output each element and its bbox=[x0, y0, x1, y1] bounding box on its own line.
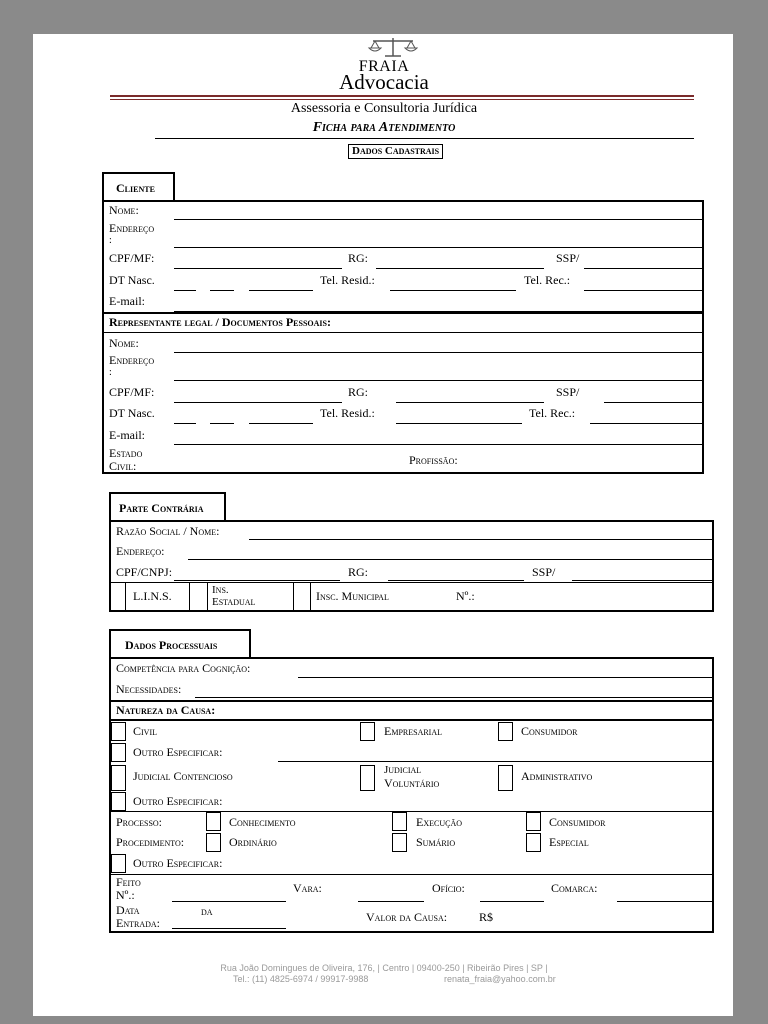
representante-heading: Representante legal / Documentos Pessoais: bbox=[109, 315, 331, 329]
judicial-label: Judicial bbox=[384, 764, 422, 776]
divider bbox=[109, 719, 714, 721]
parte-endereco-label: Endereço: bbox=[116, 544, 165, 558]
consumidor2-checkbox[interactable] bbox=[526, 812, 541, 831]
comarca-field[interactable] bbox=[617, 901, 712, 902]
outro2-label: Outro Especificar: bbox=[133, 794, 223, 808]
ins-estadual-checkbox[interactable] bbox=[207, 582, 208, 610]
cliente-rg-field[interactable] bbox=[376, 268, 544, 269]
parte-razao-label: Razão Social / Nome: bbox=[116, 524, 220, 538]
rep-civil-label: Civil: bbox=[109, 459, 137, 473]
proc-natureza-heading: Natureza da Causa: bbox=[116, 703, 216, 717]
rep-dtnasc-month[interactable] bbox=[210, 423, 234, 424]
rep-email-label: E-mail: bbox=[109, 428, 145, 442]
rep-telrec-label: Tel. Rec.: bbox=[529, 406, 576, 420]
divider bbox=[102, 312, 704, 314]
empresarial-checkbox[interactable] bbox=[360, 722, 375, 741]
consumidor-checkbox[interactable] bbox=[498, 722, 513, 741]
separator bbox=[293, 582, 294, 610]
rep-telresid-field[interactable] bbox=[396, 423, 522, 424]
rep-cpf-label: CPF/MF: bbox=[109, 385, 155, 399]
cliente-endereco-field[interactable] bbox=[174, 247, 702, 248]
judicial-contencioso-checkbox[interactable] bbox=[111, 765, 126, 791]
tab-parte-contraria: Parte Contrária bbox=[109, 492, 226, 522]
administrativo-label: Administrativo bbox=[521, 769, 593, 783]
footer-email: renata_fraia@yahoo.com.br bbox=[444, 974, 556, 984]
rep-dtnasc-label: DT Nasc. bbox=[109, 406, 155, 420]
parte-endereco-field[interactable] bbox=[188, 559, 712, 560]
voluntario-label: Voluntário bbox=[384, 776, 440, 790]
sumario-label: Sumário bbox=[416, 835, 456, 849]
outro2-checkbox[interactable] bbox=[111, 792, 126, 811]
cliente-endereco-colon: : bbox=[109, 235, 112, 246]
execucao-checkbox[interactable] bbox=[392, 812, 407, 831]
cliente-box bbox=[102, 200, 704, 474]
footer-address: Rua João Domingues de Oliveira, 176, | Centro | 09400-250 | Ribeirão Pires | SP | bbox=[220, 963, 548, 973]
rep-endereco-label: Endereço bbox=[109, 353, 155, 367]
outro3-checkbox[interactable] bbox=[111, 854, 126, 873]
cliente-telresid-label: Tel. Resid.: bbox=[320, 273, 375, 287]
subtitle: Assessoria e Consultoria Jurídica bbox=[290, 101, 478, 116]
proc-necessidades-label: Necessidades: bbox=[116, 682, 182, 696]
tab-dados-processuais: Dados Processuais bbox=[109, 629, 251, 659]
rep-email-field[interactable] bbox=[174, 444, 702, 445]
rep-rg-label: RG: bbox=[348, 385, 369, 399]
rep-telresid-label: Tel. Resid.: bbox=[320, 406, 375, 420]
processo-label: Processo: bbox=[116, 815, 163, 829]
title-rule bbox=[155, 138, 694, 139]
lins-checkbox[interactable] bbox=[125, 582, 126, 610]
divider bbox=[109, 874, 714, 875]
sumario-checkbox[interactable] bbox=[392, 833, 407, 852]
parte-cpf-label: CPF/CNPJ: bbox=[116, 565, 173, 579]
rep-nome-label: Nome: bbox=[109, 336, 139, 350]
comarca-label: Comarca: bbox=[551, 881, 598, 895]
separator bbox=[189, 582, 190, 610]
especial-label: Especial bbox=[549, 835, 589, 849]
brand-name: Advocacia bbox=[339, 70, 429, 94]
oficio-label: Ofício: bbox=[432, 881, 465, 895]
parte-rg-field[interactable] bbox=[388, 580, 524, 581]
cliente-rg-label: RG: bbox=[348, 251, 369, 265]
administrativo-checkbox[interactable] bbox=[498, 765, 513, 791]
judicial-voluntario-checkbox[interactable] bbox=[360, 765, 375, 791]
parte-cpf-field[interactable] bbox=[174, 580, 340, 581]
parte-ssp-field[interactable] bbox=[572, 580, 712, 581]
proc-competencia-label: Competência para Cognição: bbox=[116, 661, 251, 675]
civil-label: Civil bbox=[133, 724, 157, 738]
parte-estadual-label: Estadual bbox=[212, 596, 256, 608]
cliente-dtnasc-month[interactable] bbox=[210, 290, 234, 291]
divider bbox=[102, 332, 704, 333]
cliente-dtnasc-year[interactable] bbox=[249, 290, 313, 291]
ordinario-label: Ordinário bbox=[229, 835, 277, 849]
data-entrada-field[interactable] bbox=[172, 928, 286, 929]
cliente-dtnasc-label: DT Nasc. bbox=[109, 273, 155, 287]
rep-dtnasc-year[interactable] bbox=[249, 423, 313, 424]
feito-field[interactable] bbox=[172, 901, 286, 902]
cliente-telrec-field[interactable] bbox=[584, 290, 702, 291]
cliente-endereco-label: Endereço bbox=[109, 221, 155, 235]
proc-competencia-field[interactable] bbox=[298, 677, 712, 678]
cliente-nome-label: Nome: bbox=[109, 203, 139, 217]
valor-label: Valor da Causa: bbox=[366, 910, 448, 924]
execucao-label: Execução bbox=[416, 815, 462, 829]
consumidor2-label: Consumidor bbox=[549, 815, 606, 829]
consumidor-label: Consumidor bbox=[521, 724, 578, 738]
cliente-cpf-field[interactable] bbox=[174, 268, 342, 269]
ordinario-checkbox[interactable] bbox=[206, 833, 221, 852]
feito-n-label: Nº.: bbox=[116, 888, 135, 902]
rep-ssp-label: SSP/ bbox=[556, 385, 580, 399]
rep-endereco-colon: : bbox=[109, 367, 112, 378]
parte-numero-label: Nº.: bbox=[456, 589, 475, 603]
judicial-contencioso-label: Judicial Contencioso bbox=[133, 769, 233, 783]
rep-dtnasc-day[interactable] bbox=[174, 423, 196, 424]
rep-ssp-field[interactable] bbox=[604, 402, 702, 403]
feito-label: Feito bbox=[116, 875, 141, 889]
rep-nome-field[interactable] bbox=[174, 352, 702, 353]
outro1-label: Outro Especificar: bbox=[133, 745, 223, 759]
footer-phones: Tel.: (11) 4825-6974 / 99917-9988 bbox=[233, 974, 369, 984]
divider bbox=[109, 811, 714, 812]
parte-razao-field[interactable] bbox=[249, 539, 712, 540]
cliente-ssp-field[interactable] bbox=[584, 268, 702, 269]
cliente-nome-field[interactable] bbox=[174, 219, 702, 220]
parte-ins-label: Ins. bbox=[212, 584, 229, 596]
vara-field[interactable] bbox=[358, 901, 424, 902]
header-rule bbox=[110, 95, 694, 97]
civil-checkbox[interactable] bbox=[111, 722, 126, 741]
proc-necessidades-field[interactable] bbox=[195, 697, 712, 698]
procedimento-label: Procedimento: bbox=[116, 835, 185, 849]
entrada-label: Entrada: bbox=[116, 916, 160, 930]
especial-checkbox[interactable] bbox=[526, 833, 541, 852]
cliente-telrec-label: Tel. Rec.: bbox=[524, 273, 571, 287]
insc-municipal-checkbox[interactable] bbox=[310, 582, 311, 610]
conhecimento-label: Conhecimento bbox=[229, 815, 296, 829]
outro1-field[interactable] bbox=[278, 761, 712, 762]
tab-cliente: Cliente bbox=[102, 172, 175, 202]
outro3-label: Outro Especificar: bbox=[133, 856, 223, 870]
brand-top: FRAIA bbox=[358, 58, 410, 75]
section-label: Dados Cadastrais bbox=[348, 144, 443, 159]
parte-ssp-label: SSP/ bbox=[532, 565, 556, 579]
rep-cpf-field[interactable] bbox=[174, 402, 342, 403]
rs-label: R$ bbox=[479, 910, 494, 924]
cliente-telresid-field[interactable] bbox=[390, 290, 516, 291]
rep-telrec-field[interactable] bbox=[590, 423, 702, 424]
rep-profissao-label: Profissão: bbox=[409, 453, 458, 467]
data-label: Data bbox=[116, 903, 140, 917]
vara-label: Vara: bbox=[293, 881, 322, 895]
rep-endereco-field[interactable] bbox=[174, 380, 702, 381]
divider bbox=[109, 582, 714, 583]
scales-of-justice-icon bbox=[355, 36, 431, 58]
parte-inscmun-label: Insc. Municipal bbox=[316, 589, 389, 603]
parte-lins-label: L.I.N.S. bbox=[133, 589, 172, 603]
empresarial-label: Empresarial bbox=[384, 724, 443, 738]
cliente-cpf-label: CPF/MF: bbox=[109, 251, 155, 265]
divider bbox=[109, 700, 714, 702]
oficio-field[interactable] bbox=[480, 901, 544, 902]
outro1-checkbox[interactable] bbox=[111, 743, 126, 762]
conhecimento-checkbox[interactable] bbox=[206, 812, 221, 831]
cliente-dtnasc-day[interactable] bbox=[174, 290, 196, 291]
cliente-ssp-label: SSP/ bbox=[556, 251, 580, 265]
da-label: da bbox=[201, 904, 213, 918]
rep-rg-field[interactable] bbox=[396, 402, 544, 403]
page-title: Ficha para Atendimento bbox=[312, 120, 456, 135]
rep-estado-label: Estado bbox=[109, 446, 143, 460]
header-rule-thin bbox=[110, 99, 694, 100]
parte-rg-label: RG: bbox=[348, 565, 369, 579]
cliente-email-label: E-mail: bbox=[109, 294, 145, 308]
